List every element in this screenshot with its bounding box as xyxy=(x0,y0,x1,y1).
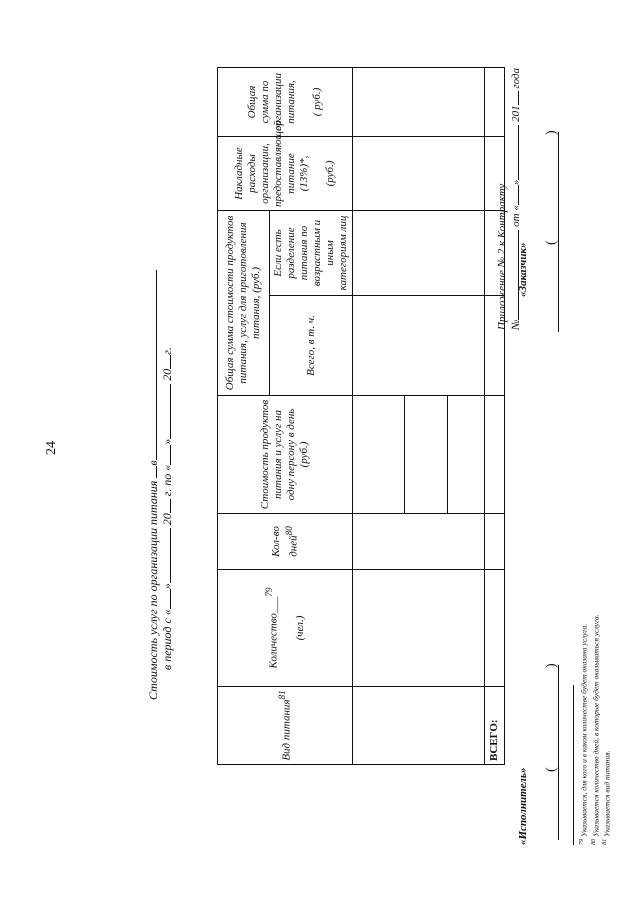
footnote-separator xyxy=(573,685,574,845)
table-row xyxy=(353,67,405,764)
period-to-year: 20 xyxy=(160,368,174,381)
period-from-label: в период с « xyxy=(160,609,174,670)
header-days: Кол-во дней$^{80}$ xyxy=(218,514,353,570)
table-cell xyxy=(353,570,485,687)
contract-number-label: № xyxy=(510,319,522,330)
header-cost-per-person: Стоимость продуктов питания и услуг на одну персону в день (руб.) xyxy=(218,396,353,514)
table-cell xyxy=(353,136,485,210)
appendix-line-1: Приложение № 2 к Контракту xyxy=(496,183,508,330)
period-from-quote: » xyxy=(160,583,174,590)
title-in: в xyxy=(146,460,160,466)
table-cell xyxy=(485,570,505,687)
executor-label: «Исполнитель» xyxy=(517,767,529,845)
header-separation: Если есть разделение питания по возрастным и иным категориям лиц xyxy=(270,210,353,295)
table-cell xyxy=(405,396,448,514)
period-to-end: г. xyxy=(160,347,174,355)
header-grand-total: Общая сумма по организации питания, ( руб.) xyxy=(218,67,353,136)
header-total-cost: Общая сумма стоимости продуктов питания, услуг для приготовления питания, (руб.) xyxy=(218,210,270,395)
table-cell xyxy=(485,210,505,295)
header-row-1 xyxy=(218,67,270,764)
contract-date-quote: » xyxy=(510,179,522,186)
footnote-item: $^{80}$ Указывается количество дней, в которые будет оказываться услуга. xyxy=(589,614,600,845)
contract-year-prefix: 201 xyxy=(510,105,522,122)
executor-open-paren: ( xyxy=(544,767,559,772)
title-line-2 xyxy=(160,260,174,700)
executor-signature-line xyxy=(558,665,559,840)
header-kind: Вид питания$^{81}$ xyxy=(218,687,353,765)
header-quantity: Количество___$^{79}$ (чел.) xyxy=(218,570,353,687)
table-cell xyxy=(448,396,485,514)
header-overhead: Накладные расходы организации, предоставляющей питание (13%)*, (руб.) xyxy=(218,136,353,210)
period-to-quote: » xyxy=(160,438,174,445)
period-to-label: г. по « xyxy=(160,464,174,497)
table-cell xyxy=(485,67,505,136)
customer-signature-line xyxy=(558,132,559,332)
period-from-year: 20 xyxy=(160,513,174,526)
customer-label: «Заказчик» xyxy=(517,242,529,297)
table-cell xyxy=(353,396,405,514)
header-total-incl: Всего, в т. ч. xyxy=(270,296,353,396)
customer-close-paren: ) xyxy=(544,130,559,135)
footnote-item: $^{79}$ Указывается, для кого и в каком количестве будет оказана услуга. xyxy=(578,623,589,845)
contract-date-label: от « xyxy=(510,205,522,227)
title-text: Стоимость услуг по организации питания xyxy=(146,480,160,700)
total-label: ВСЕГО: xyxy=(485,687,505,765)
document-sheet xyxy=(20,20,620,890)
table-cell xyxy=(353,514,485,570)
contract-year-suffix: года xyxy=(510,67,522,89)
title-line-1 xyxy=(146,260,160,700)
total-row xyxy=(485,67,505,764)
table-cell xyxy=(485,136,505,210)
footnotes xyxy=(577,614,612,845)
footnote-item: $^{81}$ Указывается вид питания. xyxy=(601,750,612,845)
table-cell xyxy=(353,296,485,396)
customer-open-paren: ( xyxy=(544,240,559,245)
table-cell xyxy=(485,396,505,514)
executor-close-paren: ) xyxy=(544,663,559,668)
cost-table xyxy=(217,67,505,765)
table-cell xyxy=(485,514,505,570)
table-cell xyxy=(485,296,505,396)
table-cell xyxy=(353,210,485,295)
page-number: 24 xyxy=(44,441,59,455)
table-cell xyxy=(353,687,485,765)
table-cell xyxy=(353,67,485,136)
document-title xyxy=(146,260,174,700)
